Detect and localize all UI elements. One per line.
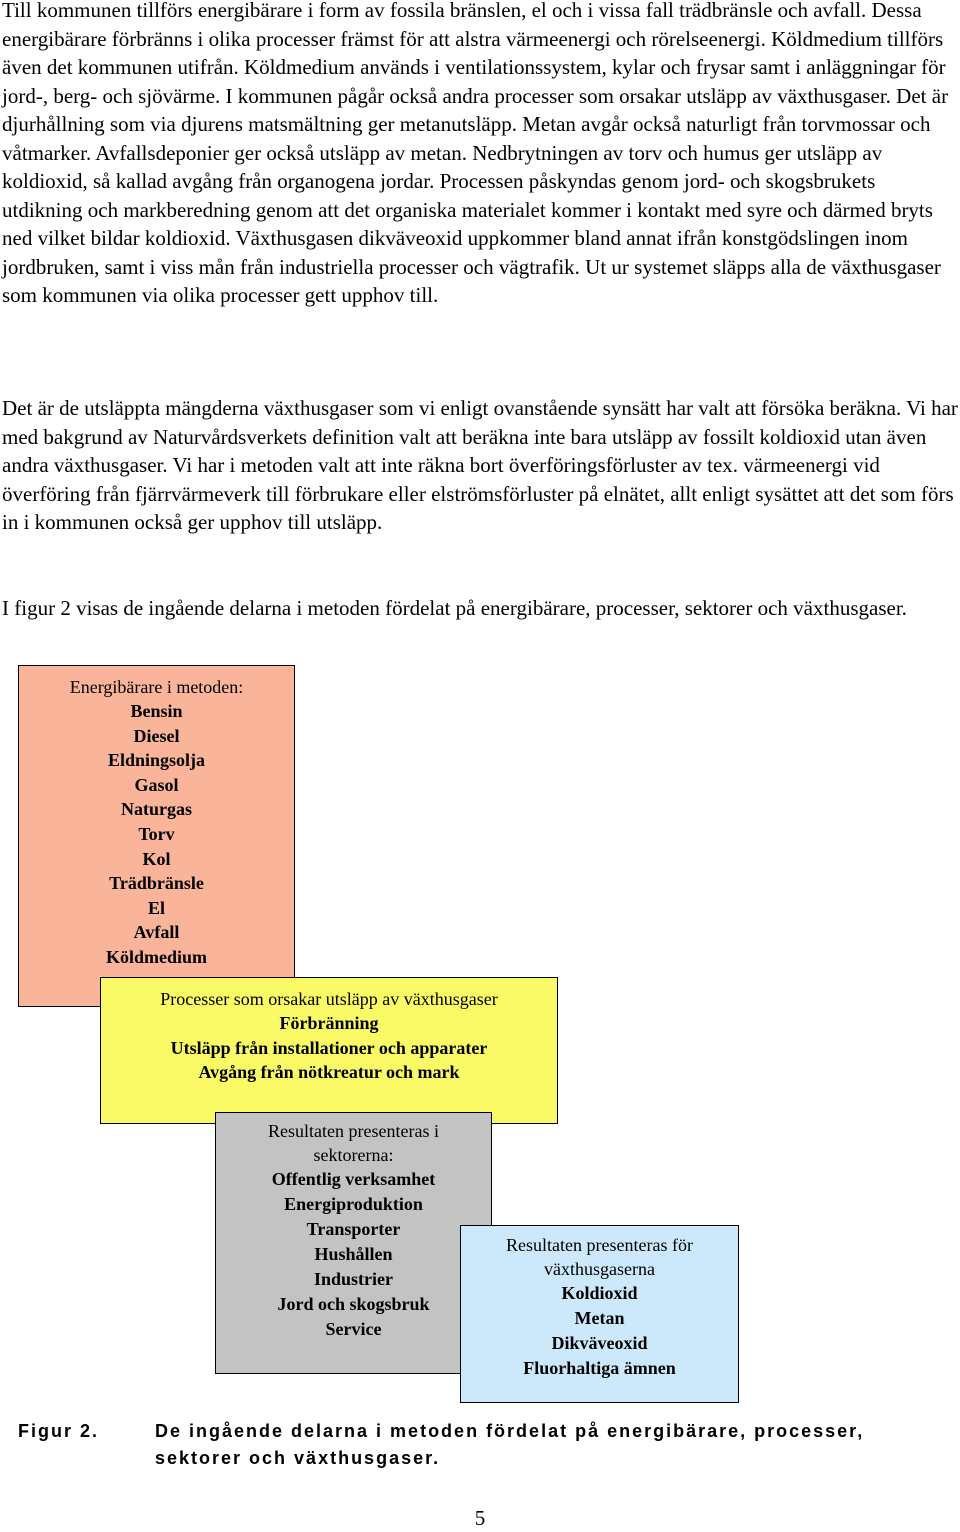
- energy-carrier-item: Eldningsolja: [107, 750, 206, 771]
- gas-item: Dikväveoxid: [551, 1333, 648, 1353]
- greenhouse-gases-box: [460, 1225, 739, 1403]
- sector-item: Hushållen: [314, 1244, 393, 1264]
- energy-carriers-box: [18, 665, 295, 1007]
- sector-item: Jord och skogsbruk: [277, 1294, 430, 1314]
- sectors-heading-line: Resultaten presenteras i: [268, 1121, 439, 1141]
- gases-heading-line: växthusgaserna: [544, 1259, 655, 1279]
- gas-item: Fluorhaltiga ämnen: [523, 1358, 676, 1378]
- energy-carrier-item: Kol: [142, 848, 171, 869]
- figure-caption-text: De ingående delarna i metoden fördelat på energibärare, processer, sektorer och växthusgaser.: [155, 1421, 865, 1468]
- body-paragraph-2: Det är de utsläppta mängderna växthusgaser som vi enligt ovanstående synsätt har valt att försöka beräkna. Vi har med bakgrund av Naturvårdsverkets definition valt att beräkna inte bara utsläpp av fossilt koldioxid utan även andra växthusgaser. Vi har i metoden valt att inte räkna bort överföringsförluster av tex. värmeenergi vid överföring från fjärrvärmeverk till förbrukare eller elströmsförluster på elnätet, allt enligt sysättet att det som förs in i kommunen också ger upphov till utsläpp.: [2, 396, 958, 534]
- sector-item: Transporter: [306, 1219, 401, 1239]
- energy-carrier-item: Torv: [138, 823, 175, 844]
- energy-carrier-item: Trädbränsle: [109, 873, 204, 894]
- processes-heading: Processer som orsakar utsläpp av växthusgaser: [160, 989, 498, 1009]
- energy-carrier-item: Diesel: [133, 725, 180, 746]
- sectors-box: [215, 1112, 492, 1374]
- sector-item: Offentlig verksamhet: [271, 1169, 436, 1189]
- energy-carrier-item: Avfall: [133, 922, 180, 943]
- process-item: Avgång från nötkreatur och mark: [198, 1062, 460, 1083]
- sector-item: Industrier: [313, 1269, 393, 1289]
- gas-item: Metan: [574, 1308, 625, 1328]
- process-item: Utsläpp från installationer och apparater: [170, 1037, 488, 1058]
- sector-item: Energiproduktion: [284, 1194, 423, 1214]
- body-paragraph-1: Till kommunen tillförs energibärare i form av fossila bränslen, el och i vissa fall trädbränsle och avfall. Dessa energibärare förbränns i olika processer främst för att alstra värmeenergi och rörelseenergi. Köldmedium tillförs även det kommunen utifrån. Köldmedium används i ventilationssystem, kylar och frysar samt i anläggningar för jord-, berg- och sjövärme. I kommunen pågår också andra processer som orsakar utsläpp av växthusgaser. Det är djurhållning som via djurens matsmältning ger metanutsläpp. Metan avgår också naturligt från torvmossar och våtmarker. Avfallsdeponier ger också utsläpp av metan. Nedbrytningen av torv och humus ger utsläpp av koldioxid, så kallad avgång från organogena jordar. Processen påskyndas genom jord- och skogsbrukets utdikning och markberedning genom att det organiska materialet kommer i kontakt med syre och därmed bryts ned vilket bildar koldioxid. Växthusgasen dikväveoxid uppkommer bland annat ifrån konstgödslingen inom jordbruken, samt i viss mån från industriella processer och vägtrafik. Ut ur systemet släpps alla de växthusgaser som kommunen via olika processer gett upphov till.: [2, 0, 949, 307]
- gases-heading-line: Resultaten presenteras för: [506, 1235, 693, 1255]
- energy-carrier-item: El: [147, 897, 165, 918]
- energy-carriers-heading: Energibärare i metoden:: [69, 677, 244, 697]
- energy-carrier-item: Köldmedium: [105, 946, 207, 967]
- process-item: Förbränning: [279, 1013, 379, 1033]
- sector-item: Service: [325, 1319, 382, 1339]
- gas-item: Koldioxid: [561, 1283, 638, 1303]
- processes-box: [100, 977, 558, 1124]
- energy-carrier-item: Gasol: [134, 774, 179, 795]
- body-paragraph-3: I figur 2 visas de ingående delarna i metoden fördelat på energibärare, processer, sektorer och växthusgaser.: [2, 596, 907, 620]
- energy-carrier-item: Naturgas: [121, 799, 192, 820]
- page-number: 5: [474, 1506, 486, 1530]
- figure-caption-label: Figur 2.: [18, 1421, 100, 1441]
- sectors-heading-line: sektorerna:: [313, 1145, 394, 1165]
- energy-carrier-item: Bensin: [130, 701, 183, 721]
